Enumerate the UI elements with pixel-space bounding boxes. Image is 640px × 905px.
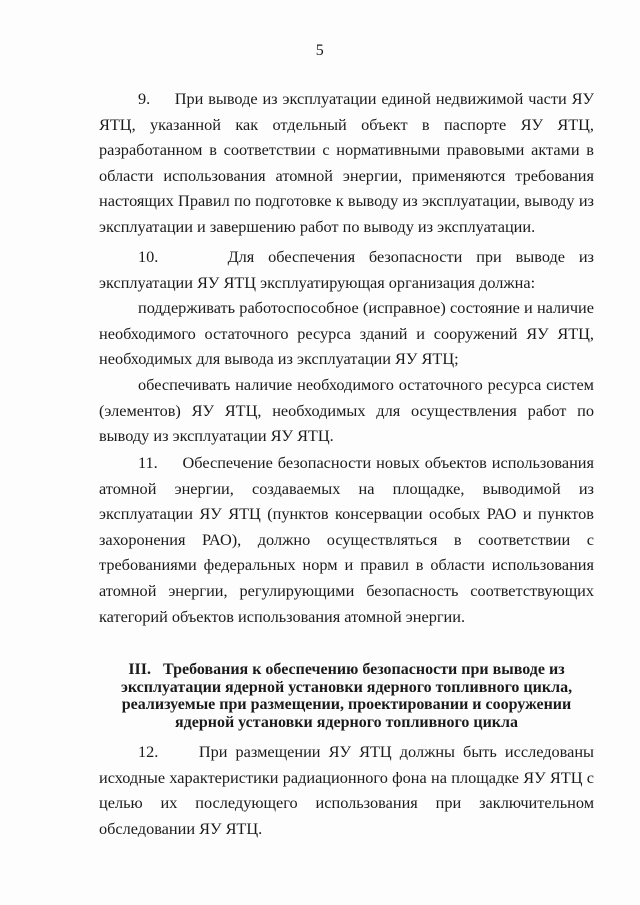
paragraph-text: При размещении ЯУ ЯТЦ должны быть исследованы исходные характеристики радиационного фона на площадке ЯУ ЯТЦ с целью их последующего использования при заключительном обследовании ЯУ ЯТЦ. (99, 742, 594, 838)
paragraph-block-9 (99, 86, 594, 240)
paragraph-text: Обеспечение безопасности новых объектов использования атомной энергии, создаваемых на площадке, выводимой из эксплуатации ЯУ ЯТЦ (пунктов консервации особых РАО и пунктов захоронения РАО), должно осуществляться в соответствии с требованиями федеральных норм и правил в области использования атомной энергии, регулирующими безопасность соответствующих категорий объектов использования атомной энергии. (99, 453, 594, 626)
paragraph-text: Для обеспечения безопасности при выводе из эксплуатации ЯУ ЯТЦ эксплуатирующая организация должна: (99, 247, 594, 292)
paragraph-10-item-2 (99, 372, 594, 449)
paragraph-number: 11. (138, 453, 158, 472)
paragraph-11 (99, 450, 594, 629)
paragraph-block-12 (99, 739, 594, 841)
paragraph-10 (99, 244, 594, 295)
paragraph-text: При выводе из эксплуатации единой недвижимой части ЯУ ЯТЦ, указанной как отдельный объект в паспорте ЯУ ЯТЦ, разработанном в соответствии с нормативными правовыми актами в области использования атомной энергии, применяются требования настоящих Правил по подготовке к выводу из эксплуатации, выводу из эксплуатации и завершению работ по выводу из эксплуатации. (99, 89, 594, 236)
paragraph-10-item-1 (99, 295, 594, 372)
paragraph-block-10 (99, 244, 594, 449)
paragraph-number: 10. (138, 247, 159, 266)
paragraph-number: 12. (138, 742, 159, 761)
section-heading (99, 661, 594, 731)
section-title: Требования к обеспечению безопасности при выводе из эксплуатации ядерной установки ядерного топливного цикла, реализуемые при размещении, проектировании и сооружении ядерной установки ядерного топливного цикла (120, 661, 573, 731)
paragraph-9 (99, 86, 594, 240)
paragraph-12 (99, 739, 594, 841)
section-number: III. (128, 661, 152, 678)
paragraph-number: 9. (138, 89, 151, 108)
paragraph-text: обеспечивать наличие необходимого остаточного ресурса систем (элементов) ЯУ ЯТЦ, необходимых для осуществления работ по выводу из эксплуатации ЯУ ЯТЦ. (99, 374, 594, 446)
page-number: 5 (315, 42, 325, 59)
paragraph-text: поддерживать работоспособное (исправное) состояние и наличие необходимого остаточного ресурса зданий и сооружений ЯУ ЯТЦ, необходимых для вывода из эксплуатации ЯУ ЯТЦ; (99, 298, 594, 369)
paragraph-block-11 (99, 450, 594, 629)
